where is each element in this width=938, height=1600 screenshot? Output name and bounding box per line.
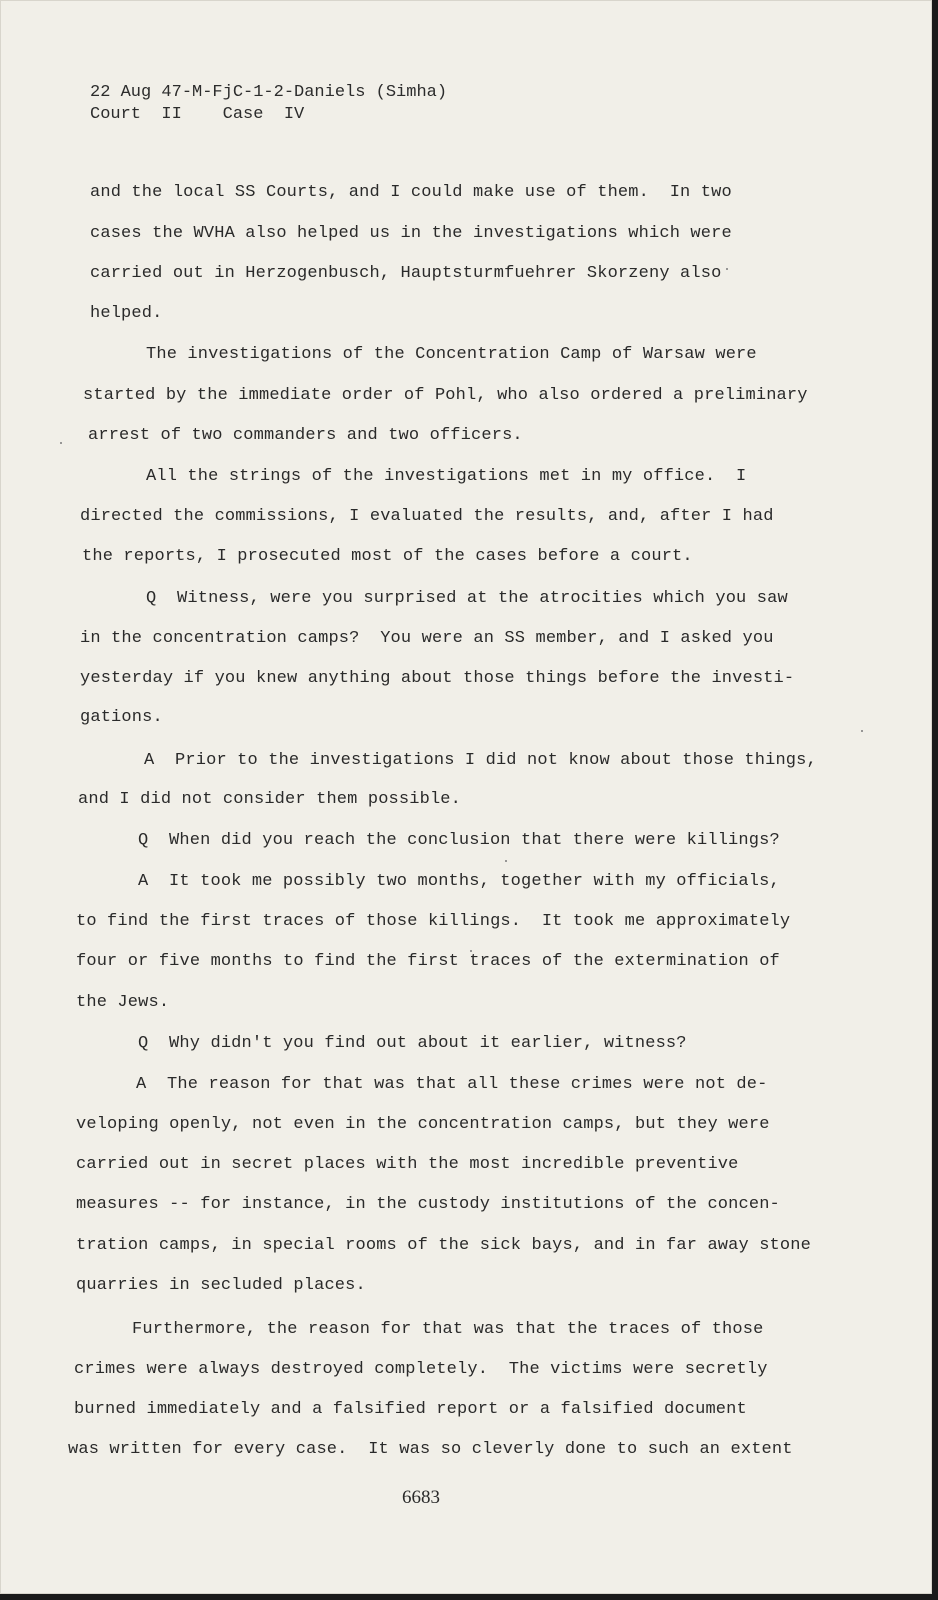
text-line: carried out in secret places with the most incredible preventive bbox=[76, 1155, 739, 1174]
text-line: Q Why didn't you find out about it earlier, witness? bbox=[138, 1034, 687, 1053]
text-line: crimes were always destroyed completely. The victims were secretly bbox=[74, 1360, 768, 1379]
text-line: Q When did you reach the conclusion that there were killings? bbox=[138, 831, 780, 850]
text-line: All the strings of the investigations met in my office. I bbox=[146, 467, 747, 486]
text-line: and the local SS Courts, and I could make use of them. In two bbox=[90, 183, 732, 202]
text-line: arrest of two commanders and two officers. bbox=[88, 426, 523, 445]
text-line: four or five months to find the first traces of the extermination of bbox=[76, 952, 780, 971]
text-line: the reports, I prosecuted most of the cases before a court. bbox=[82, 547, 693, 566]
document-header bbox=[90, 82, 447, 126]
text-line: A The reason for that was that all these crimes were not de- bbox=[136, 1075, 768, 1094]
text-line: to find the first traces of those killings. It took me approximately bbox=[76, 912, 791, 931]
text-line: gations. bbox=[80, 708, 163, 727]
text-line: started by the immediate order of Pohl, who also ordered a preliminary bbox=[83, 386, 808, 405]
text-line: quarries in secluded places. bbox=[76, 1276, 366, 1295]
paper-speck bbox=[726, 268, 728, 270]
text-line: yesterday if you knew anything about those things before the investi- bbox=[80, 669, 795, 688]
text-line: veloping openly, not even in the concentration camps, but they were bbox=[76, 1115, 770, 1134]
text-line: helped. bbox=[90, 304, 163, 323]
text-line: burned immediately and a falsified report or a falsified document bbox=[74, 1400, 747, 1419]
text-line: in the concentration camps? You were an SS member, and I asked you bbox=[80, 629, 774, 648]
text-line: tration camps, in special rooms of the sick bays, and in far away stone bbox=[76, 1236, 811, 1255]
text-line: A Prior to the investigations I did not know about those things, bbox=[144, 751, 817, 770]
text-line: cases the WVHA also helped us in the investigations which were bbox=[90, 224, 732, 243]
paper-speck bbox=[505, 860, 507, 862]
text-line: was written for every case. It was so cleverly done to such an extent bbox=[68, 1440, 793, 1459]
text-line: measures -- for instance, in the custody institutions of the concen- bbox=[76, 1195, 780, 1214]
text-line: Furthermore, the reason for that was that the traces of those bbox=[132, 1320, 764, 1339]
paper-speck bbox=[470, 950, 472, 952]
text-line: A It took me possibly two months, together with my officials, bbox=[138, 872, 780, 891]
text-line: Q Witness, were you surprised at the atrocities which you saw bbox=[146, 589, 788, 608]
page-number: 6683 bbox=[402, 1487, 440, 1508]
text-line: the Jews. bbox=[76, 993, 170, 1012]
paper-speck bbox=[861, 730, 863, 732]
paper-speck bbox=[60, 442, 62, 444]
text-line: carried out in Herzogenbusch, Hauptsturmfuehrer Skorzeny also bbox=[90, 264, 722, 283]
header-court-case-line: Court II Case IV bbox=[90, 105, 305, 124]
text-line: The investigations of the Concentration Camp of Warsaw were bbox=[146, 345, 757, 364]
text-line: and I did not consider them possible. bbox=[78, 790, 462, 809]
text-line: directed the commissions, I evaluated the results, and, after I had bbox=[80, 507, 774, 526]
header-reference-line: 22 Aug 47-M-FjC-1-2-Daniels (Simha) bbox=[90, 83, 448, 102]
